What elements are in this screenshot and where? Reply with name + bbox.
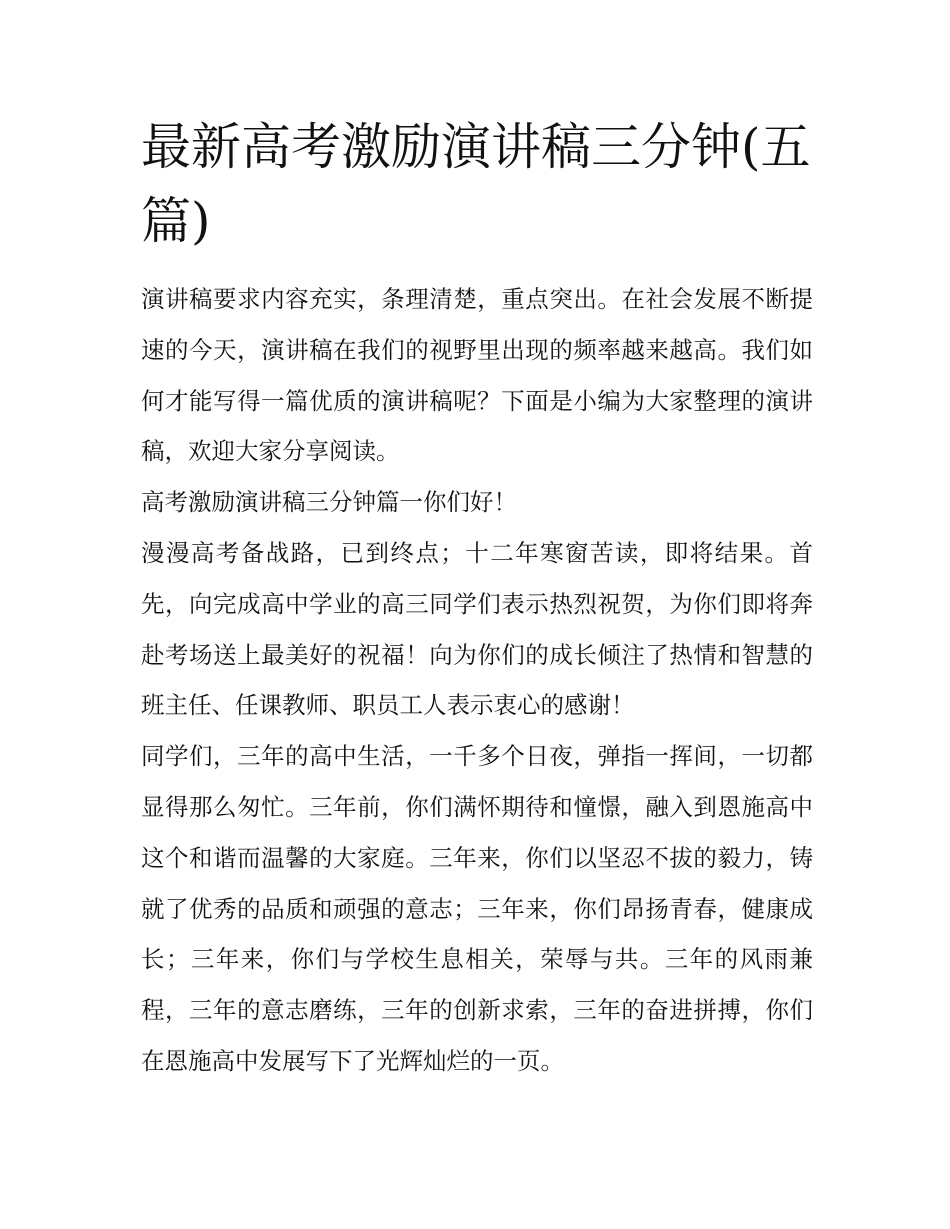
document-body <box>141 110 813 1087</box>
section-heading-paragraph: 高考激励演讲稿三分钟篇一你们好！ <box>141 488 517 517</box>
document-title: 最新高考激励演讲稿三分钟(五篇) <box>141 118 811 250</box>
body-paragraph: 漫漫高考备战路，已到终点；十二年寒窗苦读，即将结果。首先，向完成高中学业的高三同学们表示热烈祝贺，为你们即将奔赴考场送上最美好的祝福！向为你们的成长倾注了热情和智慧的班主任、任课教师、职员工人表示衷心的感谢！ <box>141 538 813 720</box>
intro-paragraph: 演讲稿要求内容充实，条理清楚，重点突出。在社会发展不断提速的今天，演讲稿在我们的视野里出现的频率越来越高。我们如何才能写得一篇优质的演讲稿呢？下面是小编为大家整理的演讲稿，欢迎大家分享阅读。 <box>141 285 813 466</box>
body-paragraph: 同学们，三年的高中生活，一千多个日夜，弹指一挥间，一切都显得那么匆忙。三年前，你们满怀期待和憧憬，融入到恩施高中这个和谐而温馨的大家庭。三年来，你们以坚忍不拔的毅力，铸就了优秀的品质和顽强的意志；三年来，你们昂扬青春，健康成长；三年来，你们与学校生息相关，荣辱与共。三年的风雨兼程，三年的意志磨练，三年的创新求索，三年的奋进拼搏，你们在恩施高中发展写下了光辉灿烂的一页。 <box>141 742 813 1075</box>
